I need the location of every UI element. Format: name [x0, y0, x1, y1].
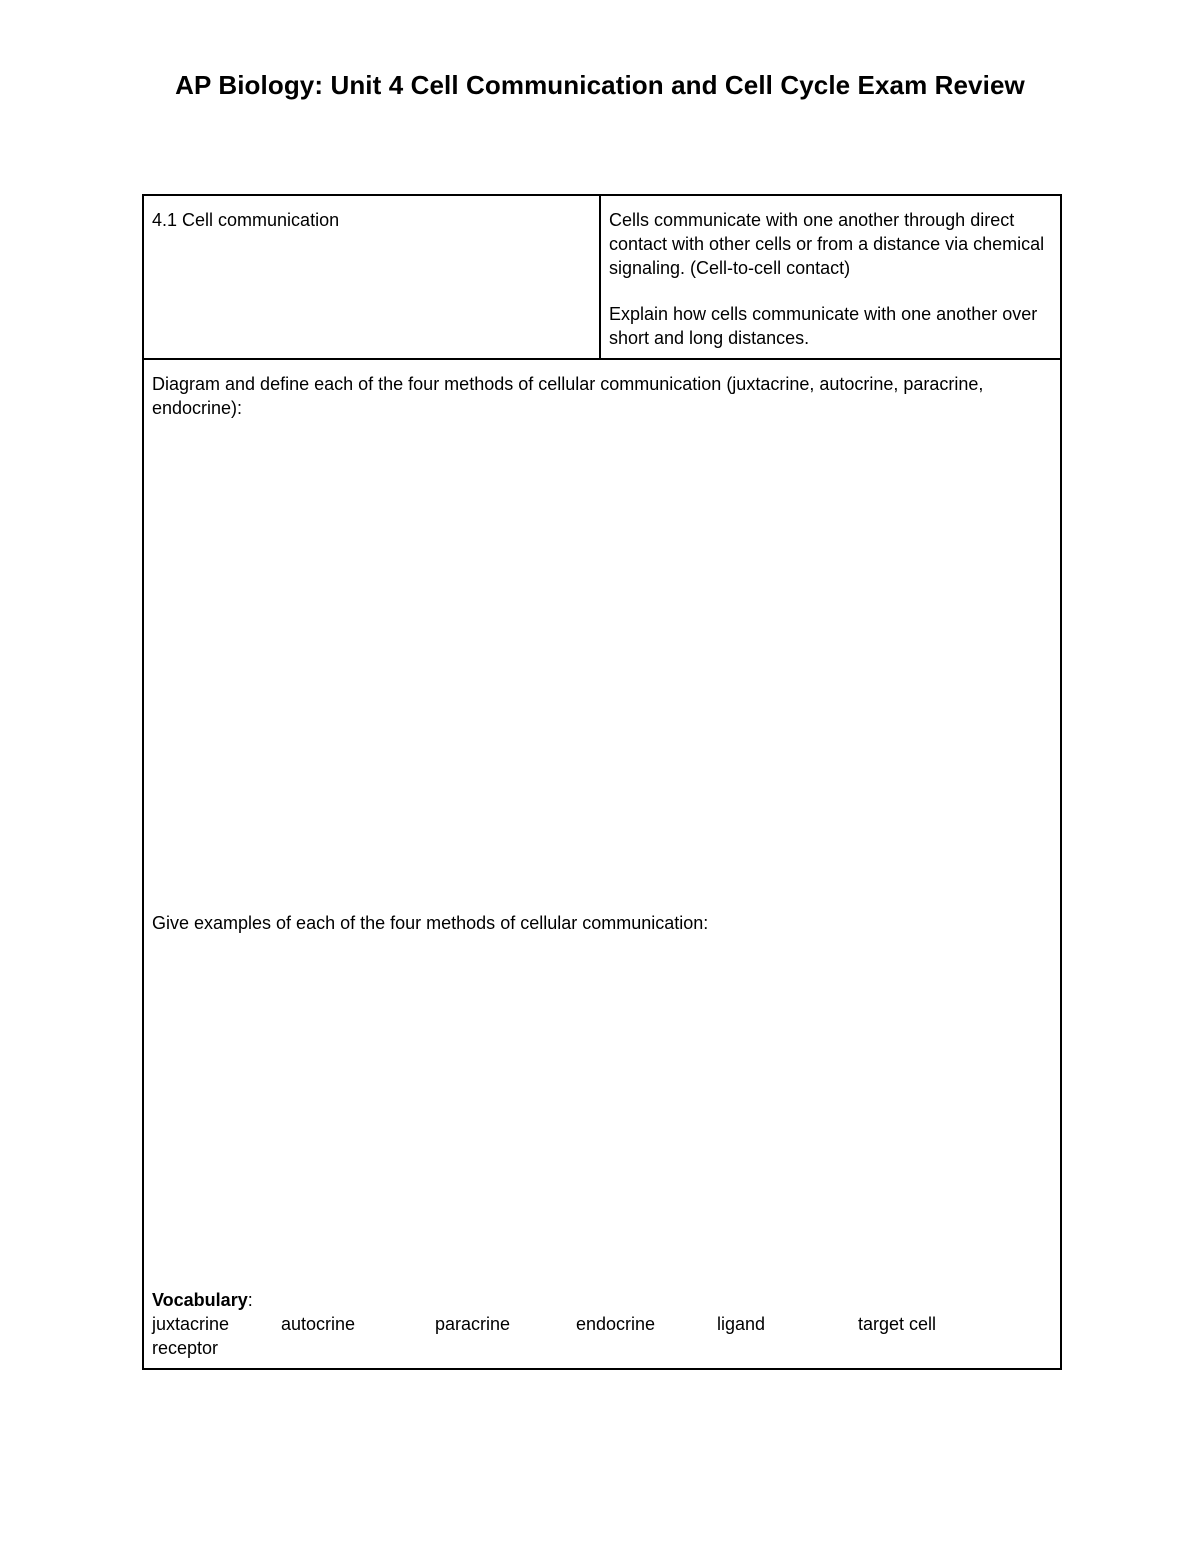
response-area	[144, 360, 1060, 1368]
review-table	[142, 194, 1062, 1370]
vocabulary-colon: :	[247, 1290, 253, 1310]
vocab-term: ligand	[717, 1314, 766, 1334]
objective-cell	[601, 196, 1060, 358]
diagram-prompt: Diagram and define each of the four methods of cellular communication (juxtacrine, autocrine, paracrine, endocrine):	[152, 374, 984, 418]
topic-cell: 4.1 Cell communication	[144, 196, 601, 358]
learning-objective: Cells communicate with one another through direct contact with other cells or from a distance via chemical signaling. (Cell-to-cell contact)	[609, 210, 1045, 278]
vocabulary-terms-row	[152, 1312, 1052, 1336]
vocab-term: endocrine	[576, 1314, 656, 1334]
vocabulary-section	[152, 1288, 1052, 1360]
vocab-term: juxtacrine	[152, 1314, 230, 1334]
vocab-term: autocrine	[281, 1314, 356, 1334]
table-row-header	[144, 196, 1060, 360]
examples-prompt: Give examples of each of the four methods of cellular communication:	[152, 913, 709, 933]
vocab-term: receptor	[152, 1338, 219, 1358]
vocabulary-heading-line	[152, 1288, 1052, 1312]
task-statement: Explain how cells communicate with one another over short and long distances.	[609, 304, 1038, 348]
vocab-term: target cell	[858, 1314, 937, 1334]
vocab-term: paracrine	[435, 1314, 511, 1334]
vocabulary-heading: Vocabulary	[152, 1290, 248, 1310]
page-title: AP Biology: Unit 4 Cell Communication and Cell Cycle Exam Review	[175, 70, 1025, 100]
